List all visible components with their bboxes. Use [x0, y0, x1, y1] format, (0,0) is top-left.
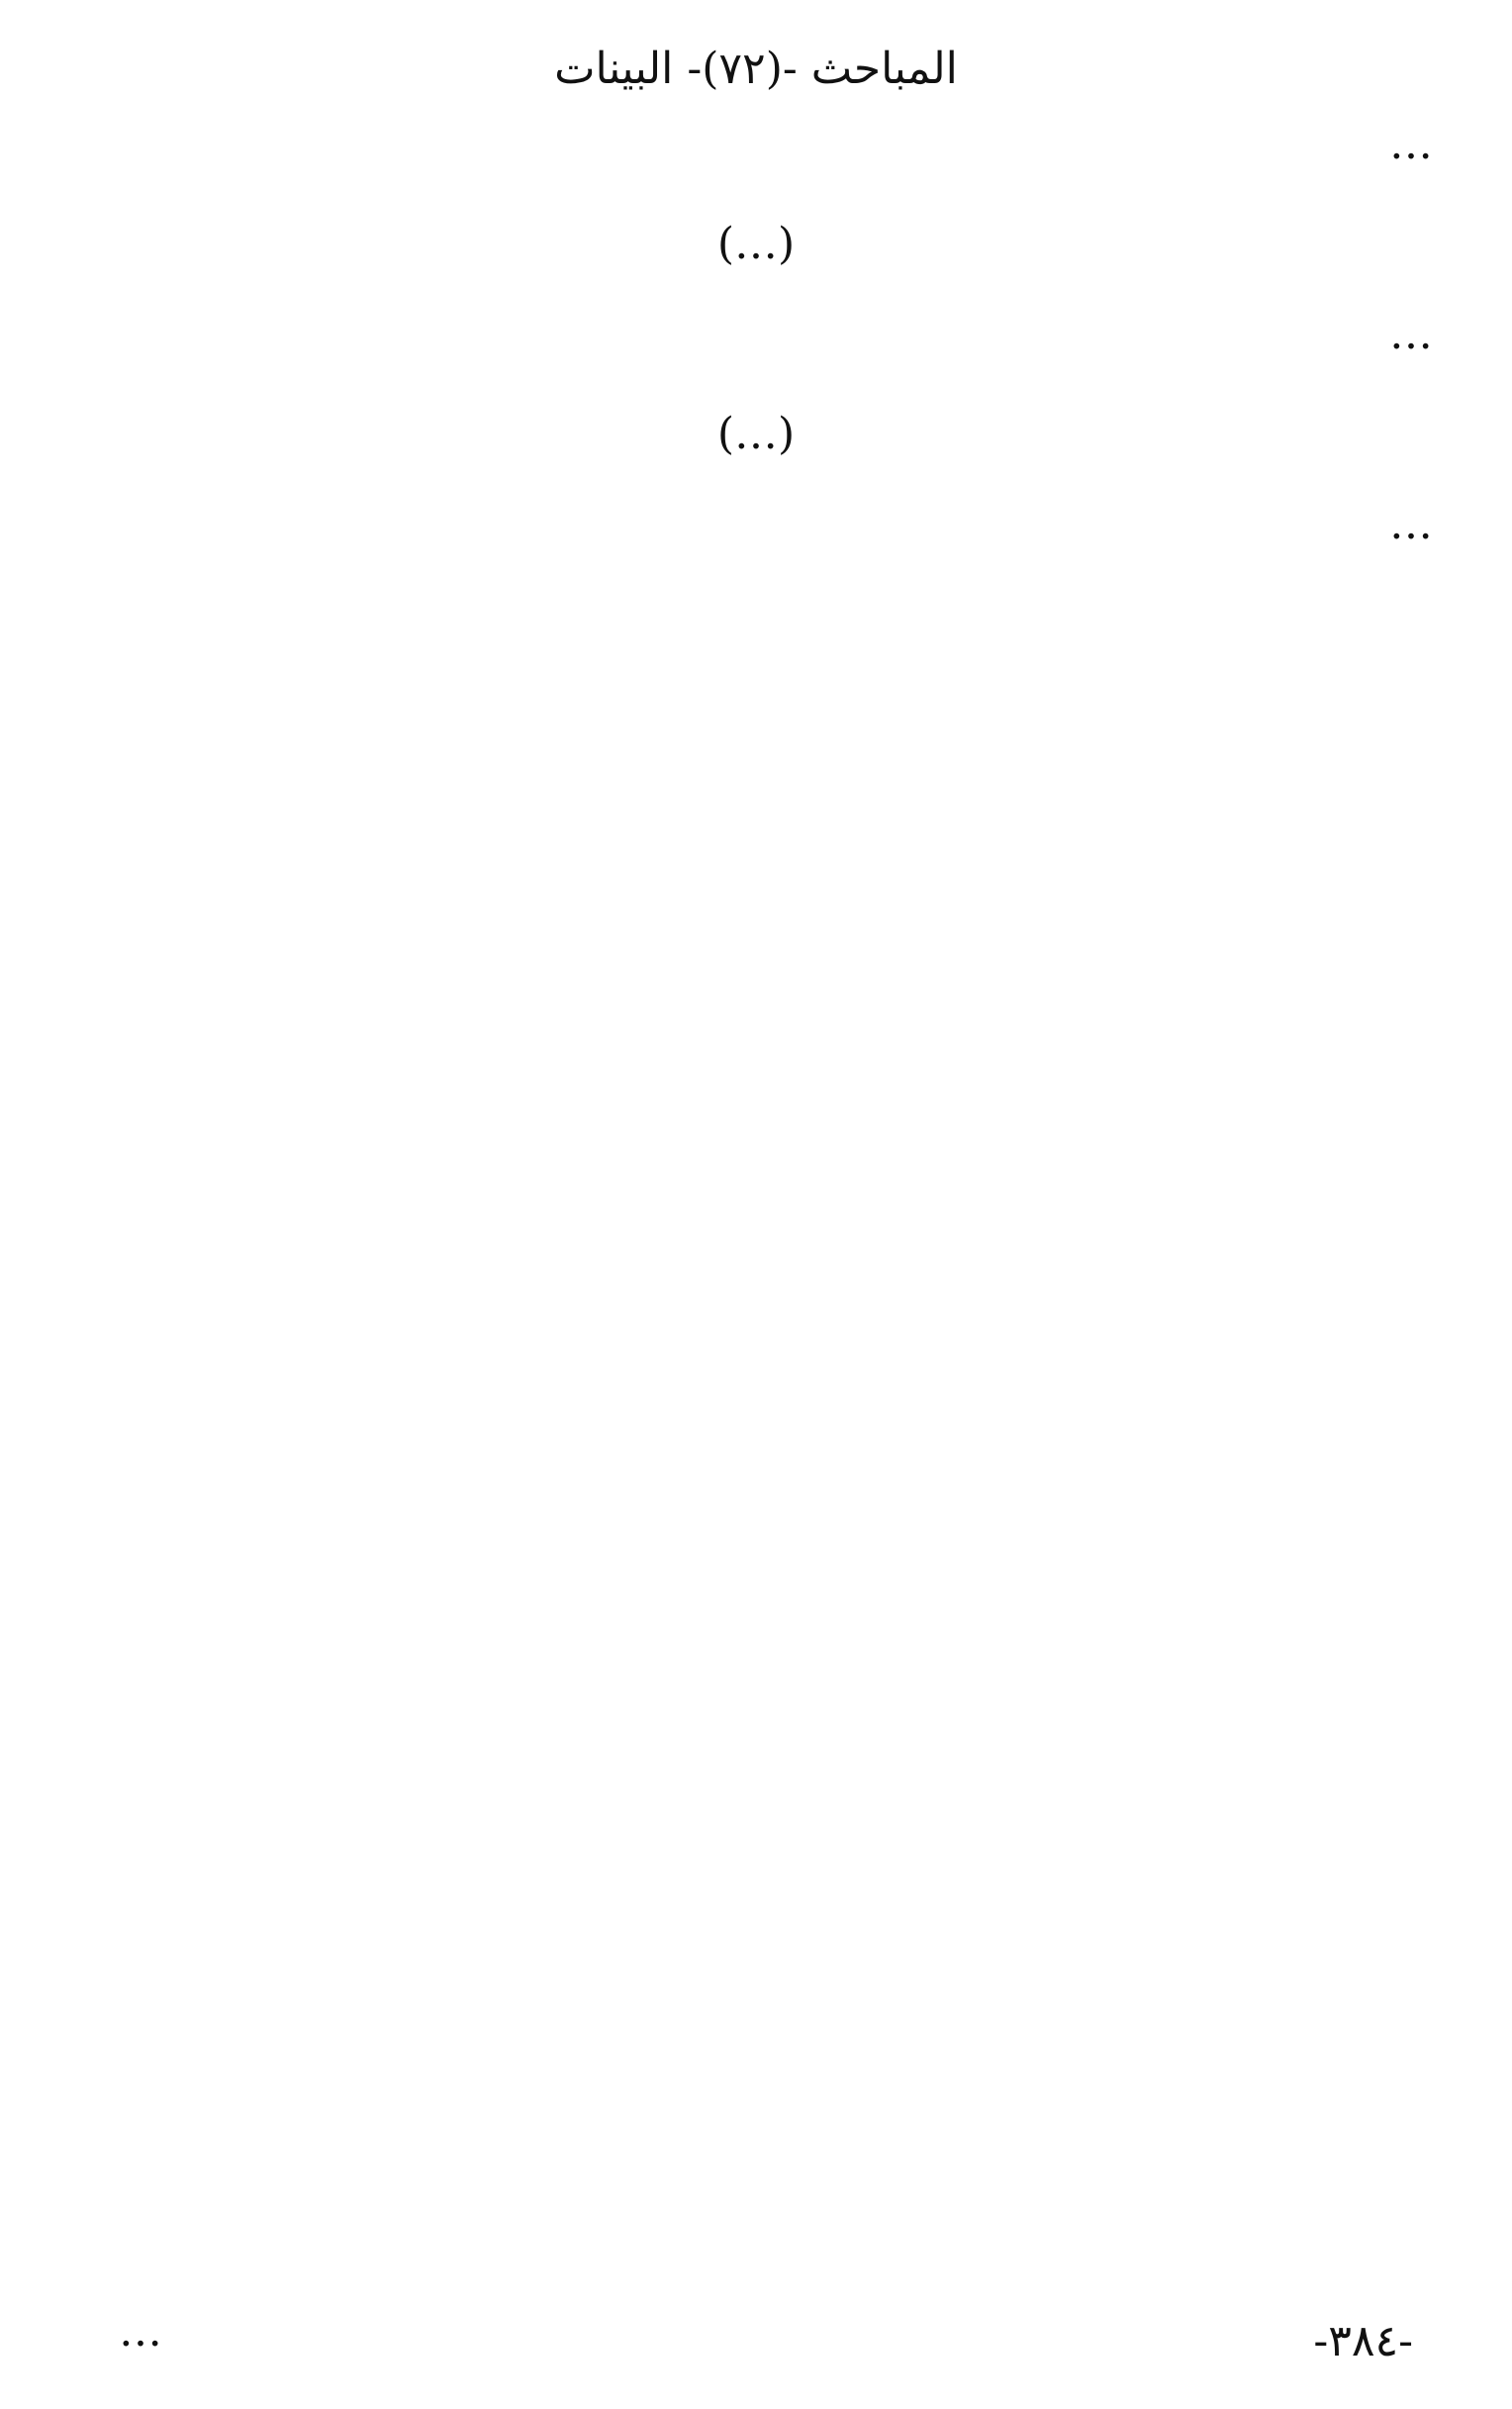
section-heading: (…): [716, 219, 796, 269]
running-header: المباحث -(٧٢)- البينات: [554, 44, 958, 94]
paragraph: …: [1389, 499, 1433, 549]
catchword: …: [119, 2306, 162, 2357]
document-page: [79, 30, 1433, 2385]
paragraph: …: [1389, 119, 1433, 169]
page-number: -٣٨٤-: [1313, 2316, 1413, 2366]
page-footer: [79, 2306, 1433, 2385]
section-heading: (…): [716, 409, 796, 459]
paragraph: …: [1389, 309, 1433, 359]
